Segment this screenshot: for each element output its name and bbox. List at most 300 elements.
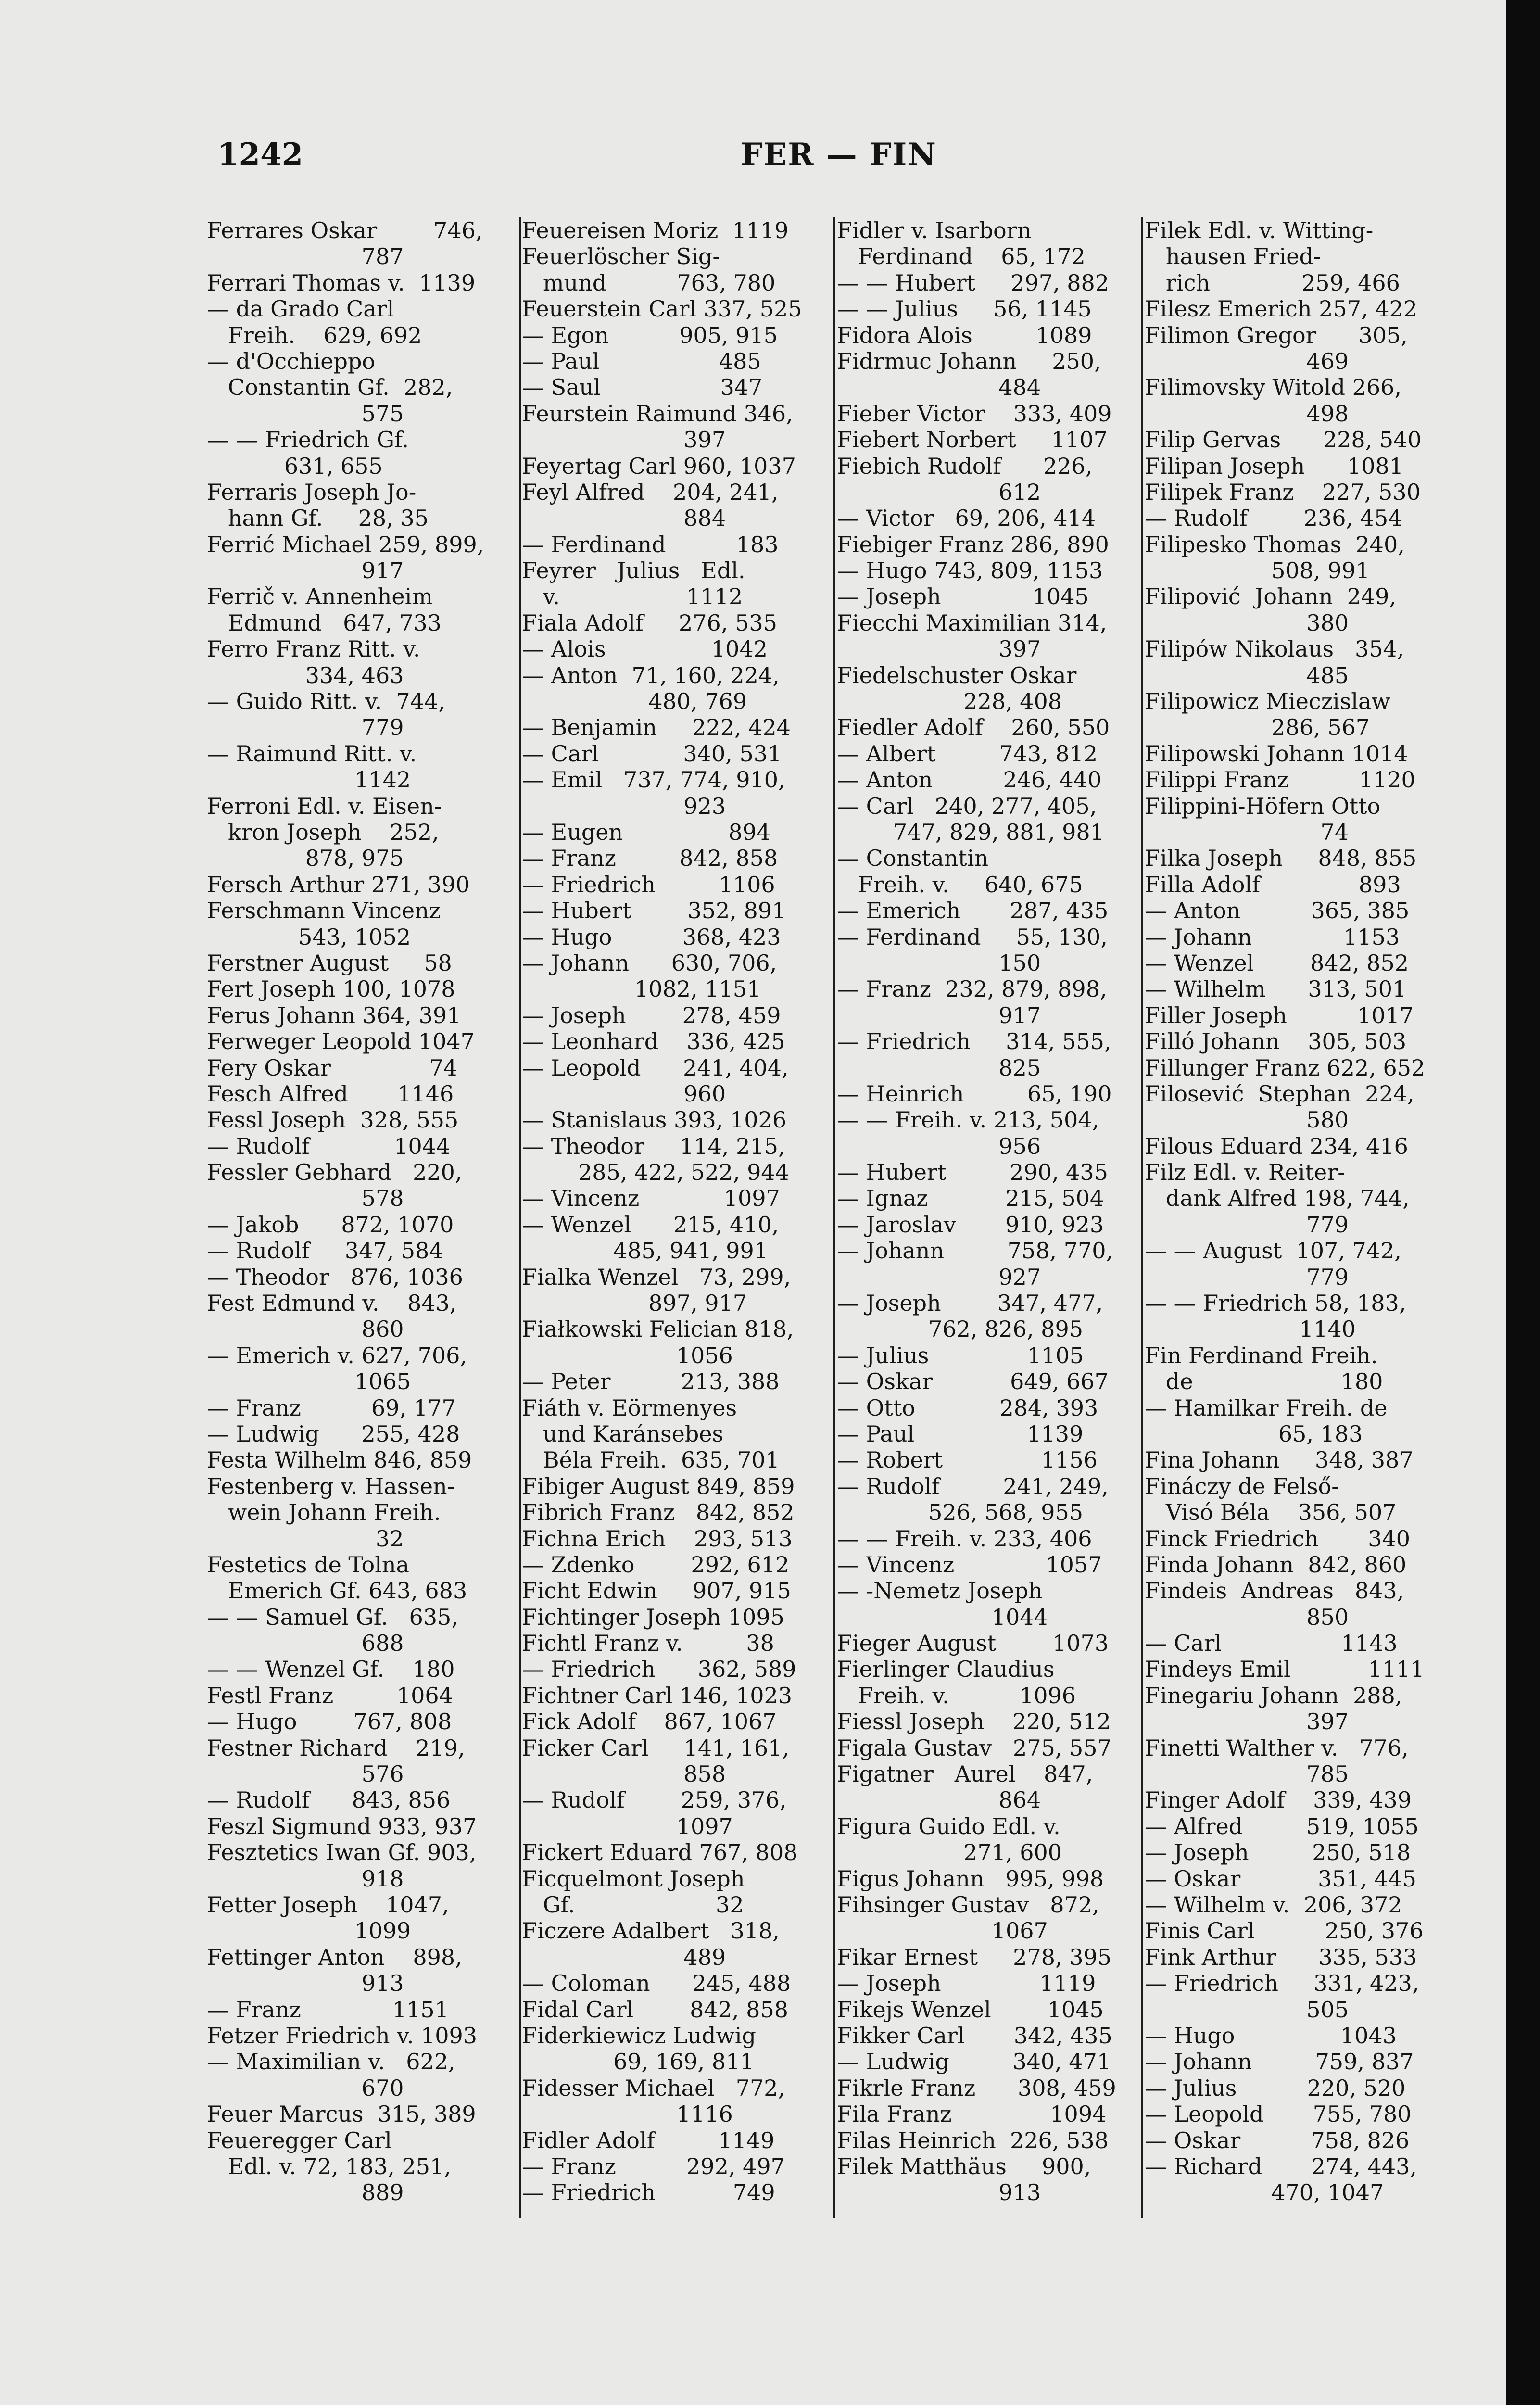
index-line: — Hugo 1043 xyxy=(1145,2022,1397,2049)
index-line: 228, 408 xyxy=(837,688,1062,715)
index-line: — — Freih. v. 213, 504, xyxy=(837,1107,1099,1133)
index-line: 864 xyxy=(837,1787,1041,1813)
index-line: — Ferdinand 55, 130, xyxy=(837,924,1108,950)
index-line: — Joseph 347, 477, xyxy=(837,1290,1103,1316)
index-line: Fina Johann 348, 387 xyxy=(1145,1447,1414,1473)
index-line: — d'Occhieppo xyxy=(207,348,376,374)
index-line: Fila Franz 1094 xyxy=(837,2101,1107,2127)
index-line: — Emil 737, 774, 910, xyxy=(522,767,785,793)
index-line: 485 xyxy=(1145,662,1349,688)
index-line: — Rudolf 241, 249, xyxy=(837,1473,1109,1499)
index-line: dank Alfred 198, 744, xyxy=(1145,1185,1410,1212)
index-line: Fiebich Rudolf 226, xyxy=(837,453,1093,479)
index-line: Fidesser Michael 772, xyxy=(522,2075,785,2101)
index-line: Findeis Andreas 843, xyxy=(1145,1578,1404,1604)
index-line: 1065 xyxy=(207,1368,411,1395)
index-line: 334, 463 xyxy=(207,662,404,688)
index-line: 508, 991 xyxy=(1145,557,1370,584)
index-line: — Friedrich 331, 423, xyxy=(1145,1970,1419,1997)
index-line: 688 xyxy=(207,1630,404,1657)
index-line: hann Gf. 28, 35 xyxy=(207,505,429,532)
index-line: Fin Ferdinand Freih. xyxy=(1145,1342,1378,1368)
index-line: Edl. v. 72, 183, 251, xyxy=(207,2153,451,2179)
index-line: wein Johann Freih. xyxy=(207,1499,441,1526)
index-line: Fickert Eduard 767, 808 xyxy=(522,1839,798,1866)
index-line: — Hubert 290, 435 xyxy=(837,1159,1108,1186)
index-line: Ferraris Joseph Jo- xyxy=(207,479,417,505)
index-line: Filipović Johann 249, xyxy=(1145,583,1397,610)
index-line: — Friedrich 1106 xyxy=(522,871,775,898)
index-line: Béla Freih. 635, 701 xyxy=(522,1447,780,1473)
index-line: — Hubert 352, 891 xyxy=(522,898,786,924)
index-line: Fery Oskar 74 xyxy=(207,1054,458,1081)
index-line: Feuereisen Moriz 1119 xyxy=(522,217,789,243)
index-line: — Rudolf 843, 856 xyxy=(207,1787,451,1813)
index-line: Finck Friedrich 340 xyxy=(1145,1525,1411,1552)
index-line: 480, 769 xyxy=(522,688,747,715)
index-line: Feszl Sigmund 933, 937 xyxy=(207,1813,477,1839)
index-line: Filesz Emerich 257, 422 xyxy=(1145,296,1418,322)
index-line: 271, 600 xyxy=(837,1839,1062,1866)
column-lines xyxy=(522,217,824,2206)
index-line: — Friedrich 314, 555, xyxy=(837,1028,1111,1055)
index-line: kron Joseph 252, xyxy=(207,819,439,845)
index-line: Fidrmuc Johann 250, xyxy=(837,348,1101,374)
index-line: — Franz 1151 xyxy=(207,1996,449,2023)
index-line: 670 xyxy=(207,2075,404,2101)
index-line: 825 xyxy=(837,1054,1041,1081)
index-line: — -Nemetz Joseph xyxy=(837,1578,1043,1604)
index-line: Feyrer Julius Edl. xyxy=(522,557,745,584)
index-line: — Ferdinand 183 xyxy=(522,531,779,557)
index-line: Feuerlöscher Sig- xyxy=(522,243,720,270)
scan-edge xyxy=(1506,0,1540,2405)
index-line: — Victor 69, 206, 414 xyxy=(837,505,1096,532)
index-line: — — Friedrich Gf. xyxy=(207,427,409,453)
index-line: — Oskar 649, 667 xyxy=(837,1368,1109,1395)
index-line: — Oskar 351, 445 xyxy=(1145,1865,1416,1892)
index-line: — Heinrich 65, 190 xyxy=(837,1080,1112,1107)
index-line: — Zdenko 292, 612 xyxy=(522,1551,790,1578)
index-column-3 xyxy=(837,217,1139,2286)
index-line: — — August 107, 742, xyxy=(1145,1238,1401,1264)
index-line: — Emerich v. 627, 706, xyxy=(207,1342,467,1368)
index-line: Fesch Alfred 1146 xyxy=(207,1080,454,1107)
index-line: Filipan Joseph 1081 xyxy=(1145,453,1404,479)
index-line: — Franz 842, 858 xyxy=(522,845,778,872)
index-line: 505 xyxy=(1145,1996,1349,2023)
index-line: — Alois 1042 xyxy=(522,636,768,662)
index-line: Feyertag Carl 960, 1037 xyxy=(522,453,796,479)
index-line: Filek Matthäus 900, xyxy=(837,2153,1091,2179)
index-line: Fichtner Carl 146, 1023 xyxy=(522,1682,793,1709)
index-line: — — Julius 56, 1145 xyxy=(837,296,1092,322)
index-line: — Franz 232, 879, 898, xyxy=(837,976,1107,1002)
page-number: 1242 xyxy=(217,137,303,173)
index-line: Fessl Joseph 328, 555 xyxy=(207,1107,459,1133)
index-line: Ferrič v. Annenheim xyxy=(207,583,433,610)
index-line: — Maximilian v. 622, xyxy=(207,2049,455,2075)
index-line: hausen Fried- xyxy=(1145,243,1321,270)
index-line: 1044 xyxy=(837,1604,1048,1630)
index-line: Figura Guido Edl. v. xyxy=(837,1813,1060,1839)
index-line: rich 259, 466 xyxy=(1145,269,1400,296)
index-line: 889 xyxy=(207,2179,404,2206)
index-line: Freih. v. 1096 xyxy=(837,1682,1076,1709)
column-lines xyxy=(1145,217,1447,2206)
index-line: 850 xyxy=(1145,1604,1349,1630)
index-line: 913 xyxy=(207,1970,404,1997)
index-line: — Raimund Ritt. v. xyxy=(207,740,417,767)
index-line: — Egon 905, 915 xyxy=(522,322,778,348)
index-line: Fidler Adolf 1149 xyxy=(522,2127,775,2153)
index-line: — Coloman 245, 488 xyxy=(522,1970,791,1997)
index-line: Finetti Walther v. 776, xyxy=(1145,1734,1409,1761)
index-line: — Johann 758, 770, xyxy=(837,1238,1113,1264)
index-line: 1097 xyxy=(522,1813,733,1839)
column-lines xyxy=(207,217,509,2206)
index-line: — Ludwig 340, 471 xyxy=(837,2049,1111,2075)
index-line: Ferro Franz Ritt. v. xyxy=(207,636,420,662)
index-line: Festl Franz 1064 xyxy=(207,1682,453,1709)
index-line: Filipów Nikolaus 354, xyxy=(1145,636,1404,662)
index-line: 884 xyxy=(522,505,726,532)
index-line: 543, 1052 xyxy=(207,924,411,950)
index-line: — Theodor 876, 1036 xyxy=(207,1264,463,1290)
index-line: 917 xyxy=(837,1002,1041,1028)
index-columns xyxy=(207,217,1496,2286)
index-line: 470, 1047 xyxy=(1145,2179,1384,2206)
index-line: Fiecchi Maximilian 314, xyxy=(837,609,1107,636)
index-line: — Joseph 278, 459 xyxy=(522,1002,781,1028)
index-line: — Carl 240, 277, 405, xyxy=(837,793,1097,819)
index-line: und Karánsebes xyxy=(522,1420,724,1447)
index-line: Ferstner August 58 xyxy=(207,949,452,976)
index-line: — Jakob 872, 1070 xyxy=(207,1211,454,1238)
index-line: — Carl 340, 531 xyxy=(522,740,782,767)
index-line: — Franz 69, 177 xyxy=(207,1394,456,1421)
index-line: Filz Edl. v. Reiter- xyxy=(1145,1159,1345,1186)
index-line: Feuerstein Carl 337, 525 xyxy=(522,296,802,322)
index-line: Fiderkiewicz Ludwig xyxy=(522,2022,756,2049)
index-line: 469 xyxy=(1145,348,1349,374)
index-line: Fiebert Norbert 1107 xyxy=(837,427,1108,453)
index-line: 1140 xyxy=(1145,1316,1356,1342)
index-line: Filosević Stephan 224, xyxy=(1145,1080,1414,1107)
index-line: — Ludwig 255, 428 xyxy=(207,1420,460,1447)
index-line: Ferschmann Vincenz xyxy=(207,898,441,924)
index-line: Fiedler Adolf 260, 550 xyxy=(837,714,1110,741)
index-line: 923 xyxy=(522,793,726,819)
index-line: — Alfred 519, 1055 xyxy=(1145,1813,1419,1839)
index-line: — Julius 1105 xyxy=(837,1342,1084,1368)
index-line: 580 xyxy=(1145,1107,1349,1133)
index-line: — Wenzel 215, 410, xyxy=(522,1211,779,1238)
index-line: — Carl 1143 xyxy=(1145,1630,1398,1657)
index-line: 285, 422, 522, 944 xyxy=(522,1159,789,1186)
index-line: Filipowski Johann 1014 xyxy=(1145,740,1408,767)
index-line: Fialka Wenzel 73, 299, xyxy=(522,1264,791,1290)
index-line: Filka Joseph 848, 855 xyxy=(1145,845,1417,872)
index-line: — Albert 743, 812 xyxy=(837,740,1098,767)
index-line: — Leopold 755, 780 xyxy=(1145,2101,1412,2127)
index-line: Filipowicz Mieczislaw xyxy=(1145,688,1390,715)
index-line: 65, 183 xyxy=(1145,1420,1363,1447)
index-line: Ferrari Thomas v. 1139 xyxy=(207,269,476,296)
index-line: 927 xyxy=(837,1264,1041,1290)
index-line: — Saul 347 xyxy=(522,374,763,401)
index-line: Fetzer Friedrich v. 1093 xyxy=(207,2022,478,2049)
index-line: Feurstein Raimund 346, xyxy=(522,400,793,427)
index-line: 32 xyxy=(207,1525,404,1552)
index-line: 785 xyxy=(1145,1761,1349,1787)
index-line: — Wilhelm v. 206, 372 xyxy=(1145,1892,1402,1918)
index-line: — — Hubert 297, 882 xyxy=(837,269,1110,296)
running-title: FER — FIN xyxy=(741,137,937,173)
index-line: 1116 xyxy=(522,2101,733,2127)
index-line: 484 xyxy=(837,374,1041,401)
index-line: Filippini-Höfern Otto xyxy=(1145,793,1381,819)
index-line: Visó Béla 356, 507 xyxy=(1145,1499,1397,1526)
index-line: Fillunger Franz 622, 652 xyxy=(1145,1054,1426,1081)
index-line: 747, 829, 881, 981 xyxy=(837,819,1104,845)
index-line: 1067 xyxy=(837,1918,1048,1944)
index-line: — Johann 630, 706, xyxy=(522,949,777,976)
index-line: 576 xyxy=(207,1761,404,1787)
index-line: 779 xyxy=(1145,1211,1349,1238)
index-line: — Friedrich 362, 589 xyxy=(522,1656,796,1683)
index-line: Fikrle Franz 308, 459 xyxy=(837,2075,1116,2101)
index-line: — Rudolf 1044 xyxy=(207,1133,451,1159)
index-line: Freih. 629, 692 xyxy=(207,322,422,348)
column-lines xyxy=(837,217,1139,2206)
index-line: Fiebiger Franz 286, 890 xyxy=(837,531,1109,557)
index-line: de 180 xyxy=(1145,1368,1383,1395)
index-line: Fidora Alois 1089 xyxy=(837,322,1092,348)
index-line: — Paul 1139 xyxy=(837,1420,1084,1447)
index-line: 779 xyxy=(207,714,404,741)
index-line: — Rudolf 347, 584 xyxy=(207,1238,443,1264)
index-line: Filas Heinrich 226, 538 xyxy=(837,2127,1109,2153)
index-line: Ferroni Edl. v. Eisen- xyxy=(207,793,442,819)
index-line: 397 xyxy=(837,636,1041,662)
index-line: Fikar Ernest 278, 395 xyxy=(837,1944,1112,1970)
index-line: Fihsinger Gustav 872, xyxy=(837,1892,1099,1918)
index-line: Fiala Adolf 276, 535 xyxy=(522,609,777,636)
index-line: Fink Arthur 335, 533 xyxy=(1145,1944,1417,1970)
index-line: 498 xyxy=(1145,400,1349,427)
index-line: — — Freih. v. 233, 406 xyxy=(837,1525,1092,1552)
index-line: — Wilhelm 313, 501 xyxy=(1145,976,1407,1002)
index-line: Fichna Erich 293, 513 xyxy=(522,1525,793,1552)
index-line: Fichtinger Joseph 1095 xyxy=(522,1604,784,1630)
index-line: — Richard 274, 443, xyxy=(1145,2153,1417,2179)
index-line: — Eugen 894 xyxy=(522,819,771,845)
index-line: Filló Johann 305, 503 xyxy=(1145,1028,1407,1055)
index-line: Fersch Arthur 271, 390 xyxy=(207,871,470,898)
index-line: — Franz 292, 497 xyxy=(522,2153,785,2179)
index-line: Fettinger Anton 898, xyxy=(207,1944,462,1970)
index-line: — Hugo 767, 808 xyxy=(207,1709,452,1735)
index-line: 913 xyxy=(837,2179,1041,2206)
index-line: Fidler v. Isarborn xyxy=(837,217,1032,243)
index-line: 917 xyxy=(207,557,404,584)
index-line: Feuer Marcus 315, 389 xyxy=(207,2101,476,2127)
index-line: Finda Johann 842, 860 xyxy=(1145,1551,1407,1578)
index-line: — Peter 213, 388 xyxy=(522,1368,780,1395)
index-line: Fiáth v. Eörmenyes xyxy=(522,1394,737,1421)
index-line: 956 xyxy=(837,1133,1041,1159)
index-line: Filous Eduard 234, 416 xyxy=(1145,1133,1408,1159)
index-line: — Anton 246, 440 xyxy=(837,767,1102,793)
index-line: mund 763, 780 xyxy=(522,269,776,296)
index-line: 779 xyxy=(1145,1264,1349,1290)
index-line: — — Samuel Gf. 635, xyxy=(207,1604,459,1630)
index-line: — Benjamin 222, 424 xyxy=(522,714,791,741)
index-line: Filla Adolf 893 xyxy=(1145,871,1401,898)
index-line: 397 xyxy=(522,427,726,453)
index-line: Fieber Victor 333, 409 xyxy=(837,400,1112,427)
index-line: Fessler Gebhard 220, xyxy=(207,1159,462,1186)
index-line: Fesztetics Iwan Gf. 903, xyxy=(207,1839,477,1866)
index-line: Festetics de Tolna xyxy=(207,1551,409,1578)
index-line: Fibiger August 849, 859 xyxy=(522,1473,795,1499)
index-line: Filip Gervas 228, 540 xyxy=(1145,427,1422,453)
index-line: — Vincenz 1097 xyxy=(522,1185,780,1212)
index-line: Festenberg v. Hassen- xyxy=(207,1473,455,1499)
index-line: 286, 567 xyxy=(1145,714,1370,741)
index-line: 860 xyxy=(207,1316,404,1342)
index-line: Finis Carl 250, 376 xyxy=(1145,1918,1424,1944)
index-line: 762, 826, 895 xyxy=(837,1316,1083,1342)
index-line: Festa Wilhelm 846, 859 xyxy=(207,1447,472,1473)
index-line: Freih. v. 640, 675 xyxy=(837,871,1083,898)
index-line: Fiałkowski Felician 818, xyxy=(522,1316,794,1342)
index-line: — Hugo 743, 809, 1153 xyxy=(837,557,1103,584)
index-line: Ficker Carl 141, 161, xyxy=(522,1734,789,1761)
index-line: 1082, 1151 xyxy=(522,976,761,1002)
index-line: 74 xyxy=(1145,819,1349,845)
index-line: Filler Joseph 1017 xyxy=(1145,1002,1414,1028)
index-line: Ficquelmont Joseph xyxy=(522,1865,745,1892)
index-line: Fikejs Wenzel 1045 xyxy=(837,1996,1104,2023)
index-line: Ficht Edwin 907, 915 xyxy=(522,1578,791,1604)
index-line: Fináczy de Felső- xyxy=(1145,1473,1339,1499)
index-line: — Johann 759, 837 xyxy=(1145,2049,1414,2075)
index-line: Filimon Gregor 305, xyxy=(1145,322,1408,348)
index-column-2 xyxy=(522,217,824,2286)
index-line: 1056 xyxy=(522,1342,733,1368)
index-line: 612 xyxy=(837,479,1041,505)
index-line: 69, 169, 811 xyxy=(522,2049,754,2075)
index-line: Emerich Gf. 643, 683 xyxy=(207,1578,467,1604)
index-line: Filipesko Thomas 240, xyxy=(1145,531,1405,557)
index-line: — Hugo 368, 423 xyxy=(522,924,781,950)
index-line: — Leopold 241, 404, xyxy=(522,1054,789,1081)
index-line: Filek Edl. v. Witting- xyxy=(1145,217,1374,243)
index-column-4 xyxy=(1145,217,1447,2286)
index-line: 489 xyxy=(522,1944,726,1970)
index-line: — Anton 365, 385 xyxy=(1145,898,1410,924)
index-line: Figala Gustav 275, 557 xyxy=(837,1734,1111,1761)
index-line: — Joseph 250, 518 xyxy=(1145,1839,1411,1866)
index-column-1 xyxy=(207,217,509,2286)
index-line: 918 xyxy=(207,1865,404,1892)
index-line: Ferrares Oskar 746, xyxy=(207,217,483,243)
index-line: Fichtl Franz v. 38 xyxy=(522,1630,774,1657)
index-line: Filimovsky Witold 266, xyxy=(1145,374,1402,401)
index-line: 631, 655 xyxy=(207,453,383,479)
index-line: 526, 568, 955 xyxy=(837,1499,1083,1526)
index-line: — Joseph 1045 xyxy=(837,583,1089,610)
index-line: Filippi Franz 1120 xyxy=(1145,767,1415,793)
index-line: Figus Johann 995, 998 xyxy=(837,1865,1104,1892)
index-line: — Theodor 114, 215, xyxy=(522,1133,785,1159)
index-line: 150 xyxy=(837,949,1041,976)
index-line: 858 xyxy=(522,1761,726,1787)
index-line: 878, 975 xyxy=(207,845,404,872)
index-line: v. 1112 xyxy=(522,583,743,610)
index-line: Finger Adolf 339, 439 xyxy=(1145,1787,1412,1813)
index-line: Ferrić Michael 259, 899, xyxy=(207,531,484,557)
index-line: Fetter Joseph 1047, xyxy=(207,1892,449,1918)
index-line: — — Wenzel Gf. 180 xyxy=(207,1656,455,1683)
index-line: — Ignaz 215, 504 xyxy=(837,1185,1104,1212)
index-line: — Otto 284, 393 xyxy=(837,1394,1098,1421)
index-line: — Leonhard 336, 425 xyxy=(522,1028,785,1055)
index-line: — Joseph 1119 xyxy=(837,1970,1096,1997)
index-line: Fierlinger Claudius xyxy=(837,1656,1055,1683)
index-line: Fibrich Franz 842, 852 xyxy=(522,1499,795,1526)
index-line: 380 xyxy=(1145,609,1349,636)
index-line: Feyl Alfred 204, 241, xyxy=(522,479,779,505)
index-line: Fert Joseph 100, 1078 xyxy=(207,976,455,1002)
index-line: 960 xyxy=(522,1080,726,1107)
index-line: — Vincenz 1057 xyxy=(837,1551,1102,1578)
index-line: — Anton 71, 160, 224, xyxy=(522,662,780,688)
index-line: — Jaroslav 910, 923 xyxy=(837,1211,1104,1238)
index-line: — Robert 1156 xyxy=(837,1447,1098,1473)
index-line: Ficzere Adalbert 318, xyxy=(522,1918,780,1944)
index-line: — Rudolf 259, 376, xyxy=(522,1787,787,1813)
index-line: Finegariu Johann 288, xyxy=(1145,1682,1402,1709)
index-line: — Stanislaus 393, 1026 xyxy=(522,1107,787,1133)
index-line: Findeys Emil 1111 xyxy=(1145,1656,1425,1683)
index-line: Ferdinand 65, 172 xyxy=(837,243,1086,270)
index-line: — Rudolf 236, 454 xyxy=(1145,505,1402,532)
index-line: — da Grado Carl xyxy=(207,296,394,322)
index-line: 897, 917 xyxy=(522,1290,747,1316)
index-line: Fieger August 1073 xyxy=(837,1630,1109,1657)
index-line: — Constantin xyxy=(837,845,989,872)
index-line: Fick Adolf 867, 1067 xyxy=(522,1709,777,1735)
index-line: Figatner Aurel 847, xyxy=(837,1761,1093,1787)
index-line: 787 xyxy=(207,243,404,270)
index-line: 1099 xyxy=(207,1918,411,1944)
index-line: — Hamilkar Freih. de xyxy=(1145,1394,1388,1421)
index-line: 1142 xyxy=(207,767,411,793)
index-line: — Emerich 287, 435 xyxy=(837,898,1109,924)
index-line: Ferus Johann 364, 391 xyxy=(207,1002,461,1028)
index-line: Fidal Carl 842, 858 xyxy=(522,1996,788,2023)
index-line: — Oskar 758, 826 xyxy=(1145,2127,1410,2153)
index-line: 578 xyxy=(207,1185,404,1212)
index-line: Fikker Carl 342, 435 xyxy=(837,2022,1112,2049)
index-line: Fiedelschuster Oskar xyxy=(837,662,1077,688)
index-line: Filipek Franz 227, 530 xyxy=(1145,479,1421,505)
index-line: — Paul 485 xyxy=(522,348,761,374)
index-line: 485, 941, 991 xyxy=(522,1238,768,1264)
